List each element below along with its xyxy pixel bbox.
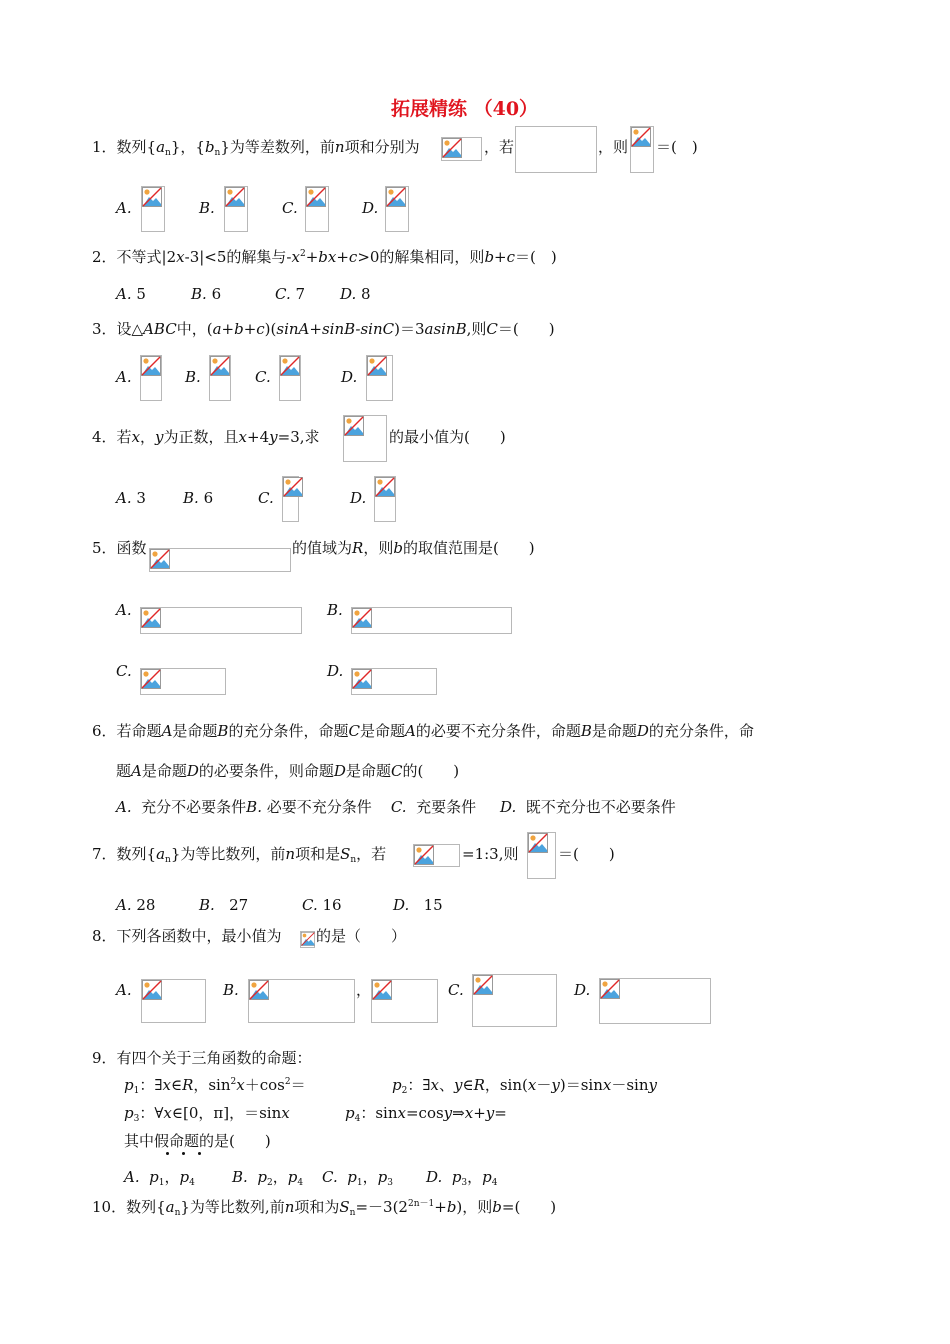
proposition-p4: $p_4$：sinx=cosy⇒x+y= [345,1104,507,1124]
question-2: 2．不等式|2x-3|<5的解集与$-x^2+bx+c>0$的解集相同，则b+c＝( ) [92,248,557,266]
question-1-text-4: ＝( ) [656,138,698,156]
proposition-p2: $p_2$：∃x、y∈R，sin(x－y)＝sinx－siny [392,1076,657,1096]
question-1-text-3: ，则 [598,138,629,156]
image-placeholder-icon [225,187,245,207]
formula-image [141,979,206,1023]
option-a: A. [116,981,132,999]
question-10: 10．数列$\{a_n\}$为等比数列,前n项和为$S_n=-3(2^{2n-1}+b)$，则b=( ) [92,1198,557,1218]
formula-image [441,137,482,161]
image-placeholder-icon [280,356,300,376]
image-placeholder-icon [141,608,161,628]
image-placeholder-icon [414,845,434,865]
option-a: A. [116,368,132,386]
option-d: D. 8 [340,285,371,303]
formula-image [599,978,711,1024]
question-6-line-1: 6．若命题A是命题B的充分条件，命题C是命题A的必要不充分条件，命题B是命题D的充分条件，命 [92,722,754,740]
option-a: A. [116,601,132,619]
image-placeholder-icon [306,187,326,207]
image-placeholder-icon [142,187,162,207]
option-d: D. [341,368,358,386]
formula-image [366,355,393,401]
proposition-p1: $p_1$：∃x∈R，$\sin^2x+\cos^2=$ [124,1076,306,1096]
option-d: D. [362,199,379,217]
image-placeholder-icon [150,549,170,569]
option-d: D. [327,662,344,680]
question-8: 8．下列各函数中，最小值为 [92,927,282,945]
option-c: C. [258,489,274,507]
image-placeholder-icon [600,979,620,999]
image-placeholder-icon [249,980,269,1000]
image-placeholder-icon [352,608,372,628]
option-c: C. 16 [302,896,342,914]
formula-image [472,974,557,1027]
question-9-prompt: 其中假命题的是( ) [124,1132,271,1150]
option-a: A. 5 [116,285,146,303]
question-5: 5．函数 [92,539,147,557]
option-c: C. [390,798,407,816]
image-placeholder-icon [375,477,395,497]
option-a: A. [116,199,132,217]
page-title: 拓展精练 （40） [391,98,539,120]
option-b: B. [185,368,201,386]
image-placeholder-icon [141,669,161,689]
formula-image [374,476,396,522]
formula-image [140,355,162,401]
formula-image [279,355,301,401]
emphasis-dot [166,1152,169,1155]
image-placeholder-icon [442,138,462,158]
question-1: 1．数列$\{a_n\}$，$\{b_n\}$为等差数列，前n项和分别为 [92,138,420,158]
formula-image [209,355,231,401]
option-d: D. 15 [393,896,443,914]
option-b: B. [246,798,262,816]
question-4-text-2: 的最小值为( ) [389,428,506,446]
option-d: D. [574,981,591,999]
option-d: D. [350,489,367,507]
formula-image [300,931,315,948]
image-placeholder-icon [141,356,161,376]
formula-image [371,979,438,1023]
formula-image [141,186,165,232]
option-c: C. 7 [275,285,306,303]
option-b: B. 6 [191,285,222,303]
question-1-text-2: ，若 [484,138,515,156]
question-7-text-3: ＝( ) [558,845,615,863]
question-7: 7．数列$\{a_n\}$为等比数列，前n项和是$S_n$，若 [92,845,387,865]
image-placeholder-icon [473,975,493,995]
image-placeholder-icon [386,187,406,207]
option-a: A. [116,798,132,816]
formula-image [527,832,556,879]
image-placeholder-icon [352,669,372,689]
option-b: B. [199,199,215,217]
emphasis-dot [182,1152,185,1155]
question-8-text-2: 的是（ ） [316,927,407,945]
formula-image [515,126,597,173]
option-a: A. 3 [116,489,146,507]
formula-image [224,186,248,232]
formula-image [140,668,226,695]
formula-image [343,415,387,462]
option-b: B. [223,981,239,999]
formula-image [140,607,302,634]
formula-image [248,979,355,1023]
image-placeholder-icon [631,127,651,147]
image-placeholder-icon [283,477,303,497]
question-9: 9．有四个关于三角函数的命题： [92,1049,312,1067]
formula-image [351,607,512,634]
formula-image [149,548,291,572]
image-placeholder-icon [301,932,315,946]
formula-image [282,476,299,522]
option-b: B. [327,601,343,619]
formula-image [351,668,437,695]
option-c: C. $p_1$，$p_3$ [322,1168,393,1188]
formula-image [630,126,654,173]
question-5-text-2: 的值域为R，则b的取值范围是( ) [292,539,535,557]
question-6-line-2: 题A是命题D的必要条件，则命题D是命题C的( ) [116,762,460,780]
image-placeholder-icon [142,980,162,1000]
image-placeholder-icon [210,356,230,376]
image-placeholder-icon [372,980,392,1000]
option-b: B. $p_2$，$p_4$ [232,1168,304,1188]
proposition-p3: $p_3$：∀x∈[0，π]，＝sinx [124,1104,290,1124]
formula-image [385,186,409,232]
option-a: A. 28 [116,896,156,914]
image-placeholder-icon [528,833,548,853]
question-4: 4．若x，y为正数，且x+4y=3,求 [92,428,320,446]
option-d: D. [499,798,517,816]
option-c: C. [282,199,298,217]
formula-image [413,844,460,867]
emphasis-dot [198,1152,201,1155]
question-6-options: A. 充分不必要条件B. 必要不充分条件 C. 充要条件 D. 既不充分也不必要条件 [116,798,676,816]
option-b: B. 27 [199,896,249,914]
image-placeholder-icon [367,356,387,376]
option-b-comma: ， [356,981,372,999]
image-placeholder-icon [344,416,364,436]
option-b: B. 6 [183,489,214,507]
option-c: C. [255,368,271,386]
option-a: A. $p_1$，$p_4$ [124,1168,195,1188]
question-7-text-2: =1:3,则 [462,845,519,863]
option-c: C. [448,981,464,999]
formula-image [305,186,329,232]
option-d: D. $p_3$，$p_4$ [426,1168,498,1188]
question-3: 3．设△ABC中，(a+b+c)(sinA+sinB-sinC)＝3asinB,则C＝( ) [92,320,555,338]
option-c: C. [116,662,132,680]
